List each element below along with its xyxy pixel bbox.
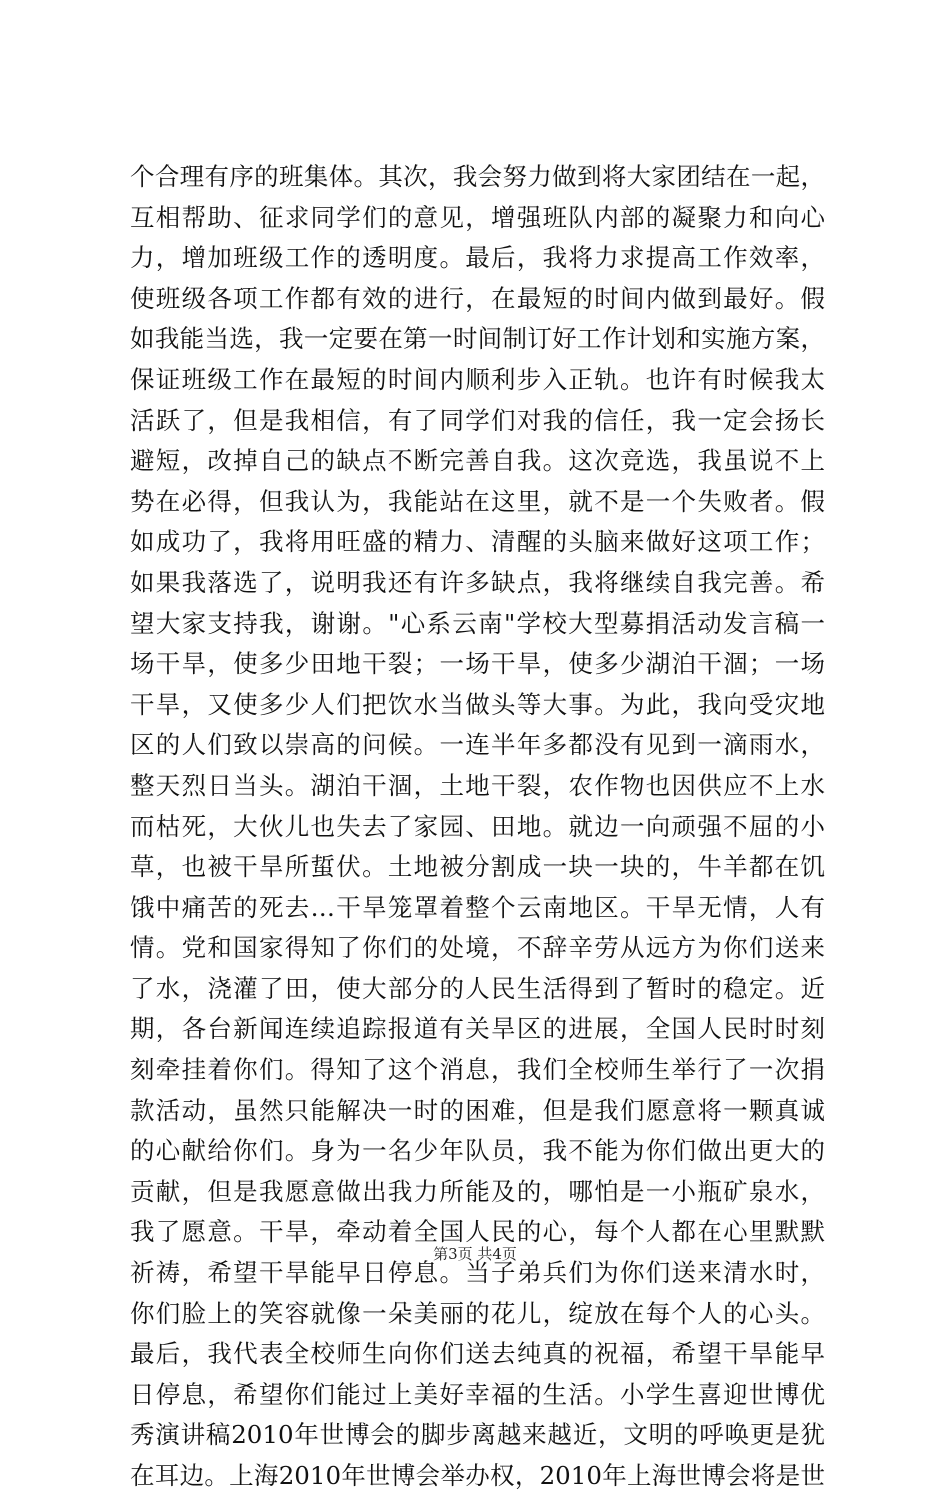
text-line: 草，也被干旱所蜇伏。土地被分割成一块一块的，牛羊都在饥	[130, 852, 825, 882]
text-line: 力，增加班级工作的透明度。最后，我将力求提高工作效率，	[130, 243, 825, 273]
text-line: 场干旱，使多少田地干裂；一场干旱，使多少湖泊干涸；一场	[130, 649, 825, 679]
text-line: 贡献，但是我愿意做出我力所能及的，哪怕是一小瓶矿泉水，	[130, 1176, 825, 1206]
text-line: 保证班级工作在最短的时间内顺利步入正轨。也许有时候我太	[130, 364, 825, 394]
text-line: 区的人们致以崇高的问候。一连半年多都没有见到一滴雨水，	[130, 730, 825, 760]
text-line: 刻牵挂着你们。得知了这个消息，我们全校师生举行了一次捐	[130, 1055, 825, 1085]
text-line: 如果我落选了，说明我还有许多缺点，我将继续自我完善。希	[130, 567, 825, 597]
text-line: 避短，改掉自己的缺点不断完善自我。这次竞选，我虽说不上	[130, 446, 825, 476]
text-line: 整天烈日当头。湖泊干涸，土地干裂，农作物也因供应不上水	[130, 770, 825, 800]
text-line: 了水，浇灌了田，使大部分的人民生活得到了暂时的稳定。近	[130, 973, 825, 1003]
text-line: 望大家支持我，谢谢。"心系云南"学校大型募捐活动发言稿一	[130, 608, 825, 638]
text-line: 情。党和国家得知了你们的处境，不辞辛劳从远方为你们送来	[130, 933, 825, 963]
text-line: 你们脸上的笑容就像一朵美丽的花儿，绽放在每个人的心头。	[130, 1298, 825, 1328]
text-line: 个合理有序的班集体。其次，我会努力做到将大家团结在一起，	[130, 162, 825, 191]
text-line: 而枯死，大伙儿也失去了家园、田地。就边一向顽强不屈的小	[130, 811, 825, 841]
text-line: 最后，我代表全校师生向你们送去纯真的祝福，希望干旱能早	[130, 1339, 825, 1369]
text-line: 互相帮助、征求同学们的意见，增强班队内部的凝聚力和向心	[130, 202, 825, 232]
text-line: 祈祷，希望干旱能早日停息。当子弟兵们为你们送来清水时，	[130, 1258, 825, 1288]
text-line: 饿中痛苦的死去…干旱笼罩着整个云南地区。干旱无情，人有	[130, 892, 825, 922]
text-line: 日停息，希望你们能过上美好幸福的生活。小学生喜迎世博优	[130, 1379, 825, 1409]
text-line: 干旱，又使多少人们把饮水当做头等大事。为此，我向受灾地	[130, 689, 825, 719]
text-line: 如成功了，我将用旺盛的精力、清醒的头脑来做好这项工作；	[130, 527, 825, 557]
text-line: 使班级各项工作都有效的进行，在最短的时间内做到最好。假	[130, 283, 825, 313]
page-number-footer: 第3页 共4页	[433, 1245, 517, 1263]
text-line: 活跃了，但是我相信，有了同学们对我的信任，我一定会扬长	[130, 405, 825, 435]
body-text	[130, 157, 825, 1497]
text-line: 款活动，虽然只能解决一时的困难，但是我们愿意将一颗真诚	[130, 1095, 825, 1125]
text-line: 如我能当选，我一定要在第一时间制订好工作计划和实施方案，	[130, 324, 825, 354]
text-line: 秀演讲稿2010年世博会的脚步离越来越近，文明的呼唤更是犹	[130, 1420, 825, 1450]
text-line: 势在必得，但我认为，我能站在这里，就不是一个失败者。假	[130, 486, 825, 516]
text-line: 我了愿意。干旱，牵动着全国人民的心，每个人都在心里默默	[130, 1217, 825, 1247]
text-line: 期，各台新闻连续追踪报道有关旱区的进展，全国人民时时刻	[130, 1014, 825, 1044]
text-line: 在耳边。上海2010年世博会举办权，2010年上海世博会将是世	[130, 1461, 825, 1490]
text-line: 的心献给你们。身为一名少年队员，我不能为你们做出更大的	[130, 1136, 825, 1166]
